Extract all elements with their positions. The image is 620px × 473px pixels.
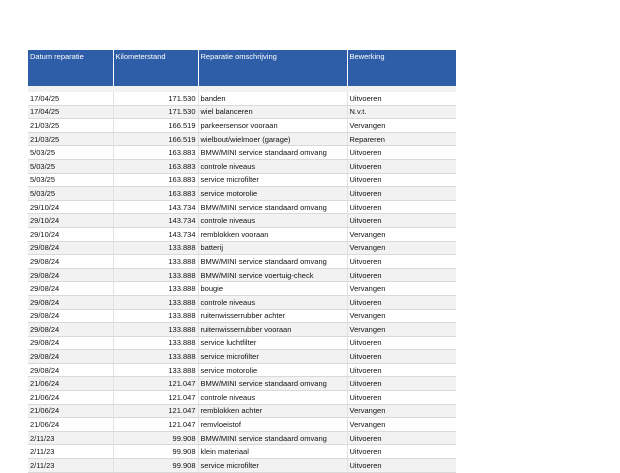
cell-mileage: 133.888 xyxy=(113,268,198,282)
cell-action: Uitvoeren xyxy=(347,391,456,405)
cell-mileage: 133.888 xyxy=(113,255,198,269)
cell-date: 29/08/24 xyxy=(28,282,113,296)
cell-mileage: 171.530 xyxy=(113,105,198,119)
cell-date: 17/04/25 xyxy=(28,92,113,105)
cell-date: 21/06/24 xyxy=(28,418,113,432)
cell-date: 29/10/24 xyxy=(28,214,113,228)
table-row xyxy=(28,132,456,146)
cell-action: Vervangen xyxy=(347,282,456,296)
table-row xyxy=(28,282,456,296)
cell-mileage: 121.047 xyxy=(113,404,198,418)
cell-date: 29/08/24 xyxy=(28,323,113,337)
cell-action: Repareren xyxy=(347,132,456,146)
table-row xyxy=(28,336,456,350)
cell-mileage: 99.908 xyxy=(113,459,198,473)
cell-date: 29/10/24 xyxy=(28,227,113,241)
cell-date: 2/11/23 xyxy=(28,459,113,473)
table-row xyxy=(28,241,456,255)
cell-mileage: 99.908 xyxy=(113,431,198,445)
cell-action: Uitvoeren xyxy=(347,377,456,391)
cell-mileage: 133.888 xyxy=(113,336,198,350)
cell-mileage: 163.883 xyxy=(113,173,198,187)
cell-mileage: 143.734 xyxy=(113,200,198,214)
cell-action: Vervangen xyxy=(347,404,456,418)
cell-action: Uitvoeren xyxy=(347,187,456,201)
cell-description: ruitenwisserrubber vooraan xyxy=(198,323,347,337)
table-row xyxy=(28,200,456,214)
cell-description: controle niveaus xyxy=(198,214,347,228)
cell-action: Uitvoeren xyxy=(347,445,456,459)
cell-mileage: 133.888 xyxy=(113,282,198,296)
cell-description: controle niveaus xyxy=(198,391,347,405)
cell-date: 5/03/25 xyxy=(28,187,113,201)
table-row xyxy=(28,159,456,173)
table-row xyxy=(28,105,456,119)
table-row xyxy=(28,431,456,445)
cell-mileage: 171.530 xyxy=(113,92,198,105)
cell-date: 29/08/24 xyxy=(28,241,113,255)
cell-action: Uitvoeren xyxy=(347,268,456,282)
table-row xyxy=(28,309,456,323)
cell-mileage: 133.888 xyxy=(113,295,198,309)
cell-description: service microfilter xyxy=(198,459,347,473)
cell-description: BMW/MINI service standaard omvang xyxy=(198,377,347,391)
cell-description: wiel balanceren xyxy=(198,105,347,119)
cell-action: Uitvoeren xyxy=(347,363,456,377)
cell-date: 29/08/24 xyxy=(28,336,113,350)
table-row xyxy=(28,459,456,473)
cell-date: 5/03/25 xyxy=(28,173,113,187)
cell-mileage: 133.888 xyxy=(113,323,198,337)
table-row xyxy=(28,363,456,377)
table-row xyxy=(28,92,456,105)
cell-mileage: 99.908 xyxy=(113,445,198,459)
cell-description: controle niveaus xyxy=(198,159,347,173)
cell-description: BMW/MINI service standaard omvang xyxy=(198,431,347,445)
repair-history-table xyxy=(28,50,456,473)
table-row xyxy=(28,377,456,391)
cell-description: BMW/MINI service standaard omvang xyxy=(198,255,347,269)
header-row xyxy=(28,50,456,86)
cell-description: controle niveaus xyxy=(198,295,347,309)
cell-description: wielbout/wielmoer (garage) xyxy=(198,132,347,146)
table-row xyxy=(28,173,456,187)
header-action: Bewerking xyxy=(347,50,456,86)
table-row xyxy=(28,227,456,241)
cell-mileage: 133.888 xyxy=(113,350,198,364)
cell-date: 21/03/25 xyxy=(28,119,113,133)
cell-date: 29/08/24 xyxy=(28,268,113,282)
cell-mileage: 143.734 xyxy=(113,227,198,241)
table-row xyxy=(28,268,456,282)
cell-description: banden xyxy=(198,92,347,105)
table-row xyxy=(28,295,456,309)
header-description: Reparatie omschrijving xyxy=(198,50,347,86)
cell-action: Uitvoeren xyxy=(347,255,456,269)
cell-mileage: 163.883 xyxy=(113,159,198,173)
cell-date: 21/06/24 xyxy=(28,404,113,418)
cell-action: Uitvoeren xyxy=(347,350,456,364)
cell-action: Vervangen xyxy=(347,241,456,255)
cell-mileage: 133.888 xyxy=(113,309,198,323)
table-header xyxy=(28,50,456,86)
cell-date: 29/08/24 xyxy=(28,350,113,364)
cell-action: Uitvoeren xyxy=(347,295,456,309)
cell-description: remvloeistof xyxy=(198,418,347,432)
cell-date: 29/08/24 xyxy=(28,363,113,377)
table-row xyxy=(28,323,456,337)
cell-description: klein materiaal xyxy=(198,445,347,459)
cell-date: 2/11/23 xyxy=(28,445,113,459)
table-row xyxy=(28,214,456,228)
table-body xyxy=(28,86,456,472)
cell-mileage: 163.883 xyxy=(113,187,198,201)
cell-action: Vervangen xyxy=(347,418,456,432)
cell-description: service microfilter xyxy=(198,350,347,364)
table-row xyxy=(28,418,456,432)
table-row xyxy=(28,445,456,459)
table-row xyxy=(28,350,456,364)
cell-date: 29/08/24 xyxy=(28,309,113,323)
table-row xyxy=(28,391,456,405)
cell-description: BMW/MINI service standaard omvang xyxy=(198,146,347,160)
cell-date: 21/03/25 xyxy=(28,132,113,146)
repair-history-sheet xyxy=(28,50,456,473)
cell-action: Vervangen xyxy=(347,323,456,337)
cell-mileage: 166.519 xyxy=(113,119,198,133)
cell-mileage: 121.047 xyxy=(113,418,198,432)
cell-mileage: 133.888 xyxy=(113,241,198,255)
cell-description: parkeersensor vooraan xyxy=(198,119,347,133)
cell-action: Vervangen xyxy=(347,119,456,133)
cell-action: Vervangen xyxy=(347,227,456,241)
table-row xyxy=(28,119,456,133)
cell-mileage: 143.734 xyxy=(113,214,198,228)
cell-date: 29/08/24 xyxy=(28,295,113,309)
table-row xyxy=(28,255,456,269)
table-row xyxy=(28,146,456,160)
cell-description: BMW/MINI service standaard omvang xyxy=(198,200,347,214)
cell-mileage: 166.519 xyxy=(113,132,198,146)
cell-date: 21/06/24 xyxy=(28,391,113,405)
cell-description: remblokken vooraan xyxy=(198,227,347,241)
cell-date: 2/11/23 xyxy=(28,431,113,445)
cell-date: 29/10/24 xyxy=(28,200,113,214)
cell-description: service microfilter xyxy=(198,173,347,187)
cell-action: Uitvoeren xyxy=(347,336,456,350)
table-row xyxy=(28,187,456,201)
cell-action: Uitvoeren xyxy=(347,173,456,187)
cell-action: Uitvoeren xyxy=(347,159,456,173)
cell-description: service motorolie xyxy=(198,187,347,201)
cell-date: 29/08/24 xyxy=(28,255,113,269)
cell-description: service luchtfilter xyxy=(198,336,347,350)
cell-description: batterij xyxy=(198,241,347,255)
cell-date: 5/03/25 xyxy=(28,146,113,160)
cell-action: Uitvoeren xyxy=(347,214,456,228)
cell-action: Uitvoeren xyxy=(347,146,456,160)
cell-mileage: 133.888 xyxy=(113,363,198,377)
cell-description: ruitenwisserrubber achter xyxy=(198,309,347,323)
table-row xyxy=(28,404,456,418)
cell-action: Uitvoeren xyxy=(347,92,456,105)
cell-date: 21/06/24 xyxy=(28,377,113,391)
cell-mileage: 121.047 xyxy=(113,391,198,405)
cell-action: Uitvoeren xyxy=(347,200,456,214)
cell-date: 17/04/25 xyxy=(28,105,113,119)
cell-mileage: 163.883 xyxy=(113,146,198,160)
header-date: Datum reparatie xyxy=(28,50,113,86)
cell-description: BMW/MINI service voertuig-check xyxy=(198,268,347,282)
cell-description: remblokken achter xyxy=(198,404,347,418)
cell-action: Uitvoeren xyxy=(347,459,456,473)
cell-date: 5/03/25 xyxy=(28,159,113,173)
header-mileage: Kilometerstand xyxy=(113,50,198,86)
cell-description: service motorolie xyxy=(198,363,347,377)
cell-description: bougie xyxy=(198,282,347,296)
cell-action: Uitvoeren xyxy=(347,431,456,445)
cell-mileage: 121.047 xyxy=(113,377,198,391)
cell-action: N.v.t. xyxy=(347,105,456,119)
cell-action: Vervangen xyxy=(347,309,456,323)
